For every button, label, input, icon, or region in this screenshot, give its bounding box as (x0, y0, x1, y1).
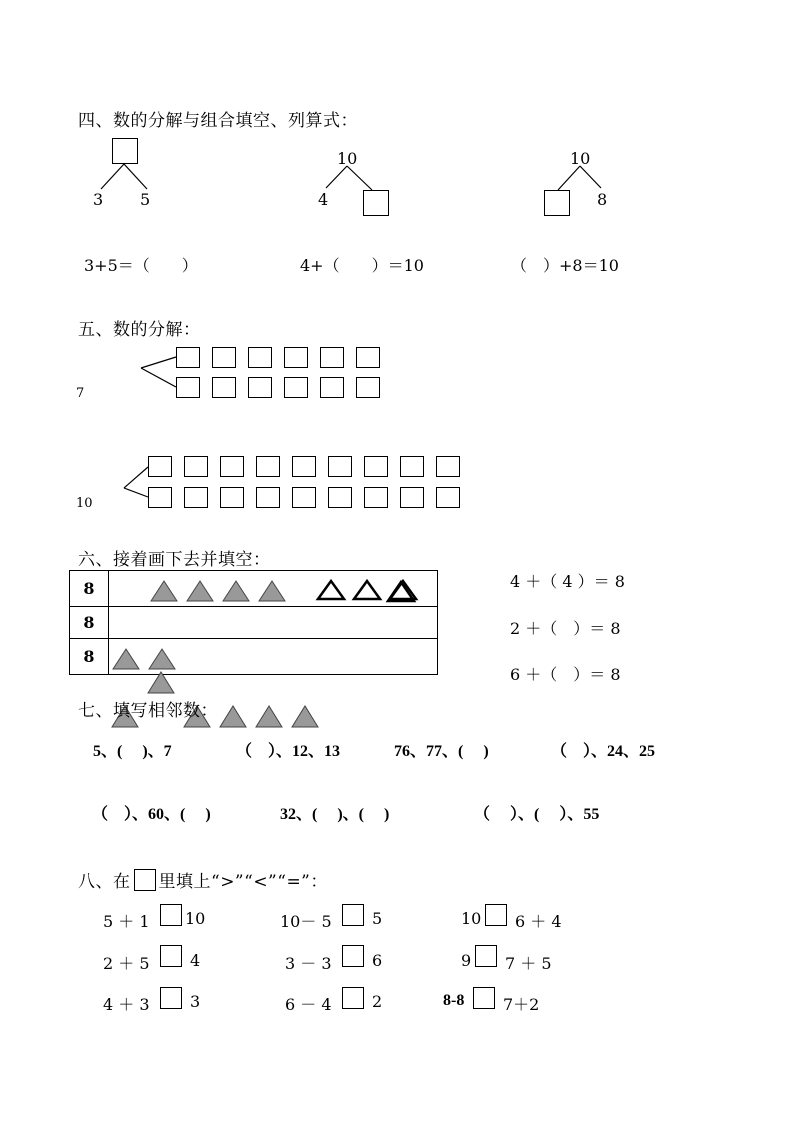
compare-box[interactable] (160, 987, 182, 1009)
neighbor-item-4: （ ）、24、25 (551, 743, 656, 760)
example-compare-box (134, 869, 156, 891)
neighbor-item-3: 76、77、( ) (394, 743, 489, 760)
compare-box[interactable] (342, 945, 364, 967)
compare-box[interactable] (160, 904, 182, 926)
tree3-top-number: 10 (570, 149, 591, 168)
compare-box[interactable] (342, 987, 364, 1009)
compare-box[interactable] (475, 945, 497, 967)
compare-left: 9 (461, 951, 472, 970)
section-8-heading-end: 里填上“>”“<”“=”： (158, 872, 328, 892)
tree2-top-number: 10 (337, 149, 358, 168)
neighbor-item-7: （ ）、( ）、55 (474, 806, 600, 823)
compare-right: 2 (372, 992, 383, 1011)
neighbor-item-1: 5、( )、7 (93, 743, 172, 760)
fill-equation-2: 2 ＋（ ）＝ 8 (510, 619, 621, 638)
compare-left: 8-8 (443, 992, 465, 1009)
neighbor-item-6: 32、( )、( ) (280, 806, 390, 823)
tree2-left-number: 4 (318, 190, 329, 209)
row-number: 8 (70, 607, 109, 639)
section-8-heading-start: 八、在 (78, 872, 131, 892)
fill-equation-3: 6 ＋（ ）＝ 8 (510, 665, 621, 684)
compare-left: 4 ＋ 3 (103, 995, 150, 1014)
tree1-left-number: 3 (93, 190, 104, 209)
compare-right: 7 ＋ 5 (505, 954, 552, 973)
neighbor-item-2: （ ）、12、13 (236, 743, 341, 760)
equation-1: 3+5＝（ ） (84, 256, 198, 275)
filled-triangle-icon (292, 706, 318, 727)
decompose-number-10: 10 (76, 496, 93, 511)
compare-right: 10 (185, 909, 206, 928)
compare-box[interactable] (342, 904, 364, 926)
section-4-heading: 四、数的分解与组合填空、列算式： (78, 111, 358, 131)
equation-3: （ ）+8＝10 (511, 256, 619, 275)
neighbor-item-5: （ ）、60、( ) (92, 806, 211, 823)
compare-right: 5 (372, 909, 383, 928)
filled-triangle-icon (148, 672, 174, 693)
row-number: 8 (70, 639, 109, 675)
compare-left: 2 ＋ 5 (103, 954, 150, 973)
compare-right: 6 (372, 951, 383, 970)
equation-2: 4+（ ）＝10 (300, 256, 424, 275)
compare-box[interactable] (473, 987, 495, 1009)
outline-triangle-icon (388, 582, 414, 601)
compare-left: 3 － 3 (285, 954, 332, 973)
compare-right: 4 (190, 951, 201, 970)
compare-left: 10－ 5 (280, 912, 332, 931)
compare-right: 6 ＋ 4 (515, 912, 562, 931)
row-number: 8 (70, 571, 109, 607)
tree1-right-number: 5 (140, 190, 151, 209)
filled-triangle-icon (220, 706, 246, 727)
section-5-heading: 五、数的分解： (78, 320, 201, 340)
section-7-heading: 七、填写相邻数： (78, 701, 218, 721)
compare-left: 10 (461, 909, 482, 928)
filled-triangle-icon (256, 706, 282, 727)
compare-left: 5 ＋ 1 (103, 912, 150, 931)
compare-right: 3 (190, 992, 201, 1011)
fill-equation-1: 4 ＋（ 4 ）＝ 8 (510, 572, 625, 591)
section-8-heading (78, 867, 328, 892)
decompose-number-7: 7 (76, 386, 85, 401)
tree3-right-number: 8 (597, 190, 608, 209)
compare-left: 6 － 4 (285, 995, 332, 1014)
compare-box[interactable] (160, 945, 182, 967)
compare-right: 7＋2 (503, 995, 540, 1014)
compare-box[interactable] (485, 904, 507, 926)
section-6-heading: 六、接着画下去并填空： (78, 550, 271, 570)
